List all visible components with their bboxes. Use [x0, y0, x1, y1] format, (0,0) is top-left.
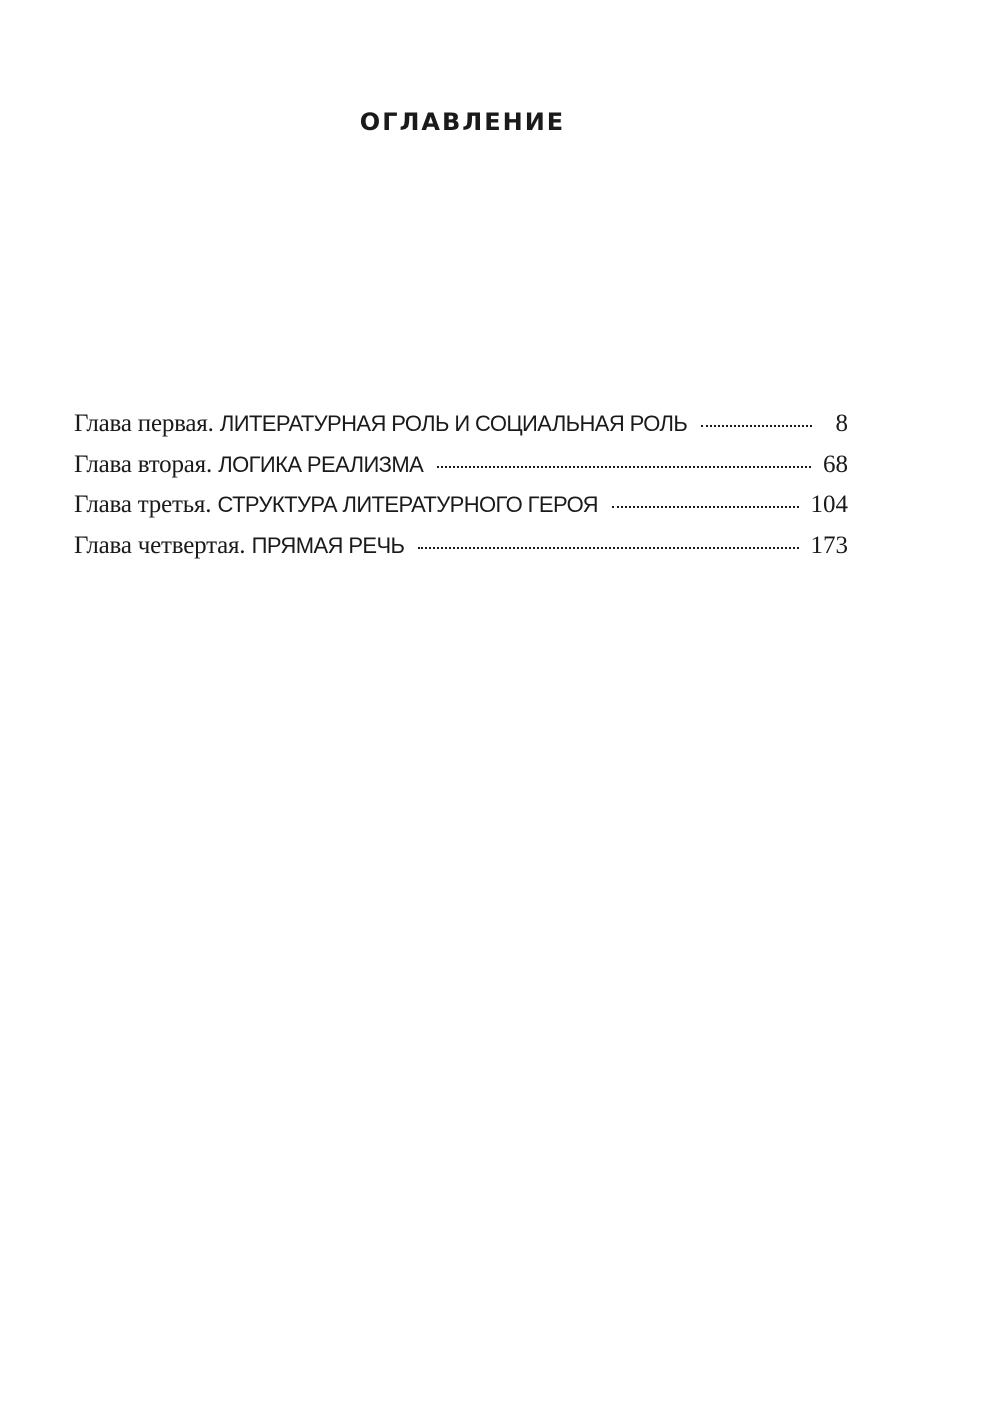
toc-chapter-label: Глава третья.	[74, 491, 212, 518]
toc-chapter-label: Глава первая.	[74, 410, 214, 437]
toc-entry[interactable]	[74, 532, 848, 573]
dot-leader	[612, 506, 799, 508]
page-title: ОГЛАВЛЕНИЕ	[359, 108, 566, 136]
toc-chapter-name: СТРУКТУРА ЛИТЕРАТУРНОГО ГЕРОЯ	[217, 492, 598, 517]
toc-entry[interactable]	[74, 491, 848, 532]
dot-leader	[701, 425, 812, 427]
toc-chapter-name: ПРЯМАЯ РЕЧЬ	[251, 532, 405, 558]
toc-entry-text	[74, 491, 598, 519]
toc-page-number: 173	[810, 531, 848, 559]
toc-chapter-name: ЛИТЕРАТУРНАЯ РОЛЬ И СОЦИАЛЬНАЯ РОЛЬ	[219, 411, 688, 436]
toc-entry-text	[74, 410, 687, 438]
toc-entry[interactable]	[74, 410, 848, 451]
toc-page-number: 104	[810, 491, 848, 518]
table-of-contents	[74, 410, 848, 572]
toc-entry[interactable]	[74, 451, 848, 492]
dot-leader	[418, 547, 798, 549]
toc-page-number: 68	[823, 450, 848, 478]
toc-chapter-label: Глава вторая.	[74, 450, 212, 478]
toc-chapter-name: ЛОГИКА РЕАЛИЗМА	[218, 451, 424, 477]
toc-entry-text	[74, 532, 404, 560]
toc-chapter-label: Глава четвертая.	[74, 531, 246, 559]
toc-page-number: 8	[835, 410, 848, 437]
dot-leader	[437, 466, 811, 468]
toc-entry-text	[74, 451, 423, 479]
